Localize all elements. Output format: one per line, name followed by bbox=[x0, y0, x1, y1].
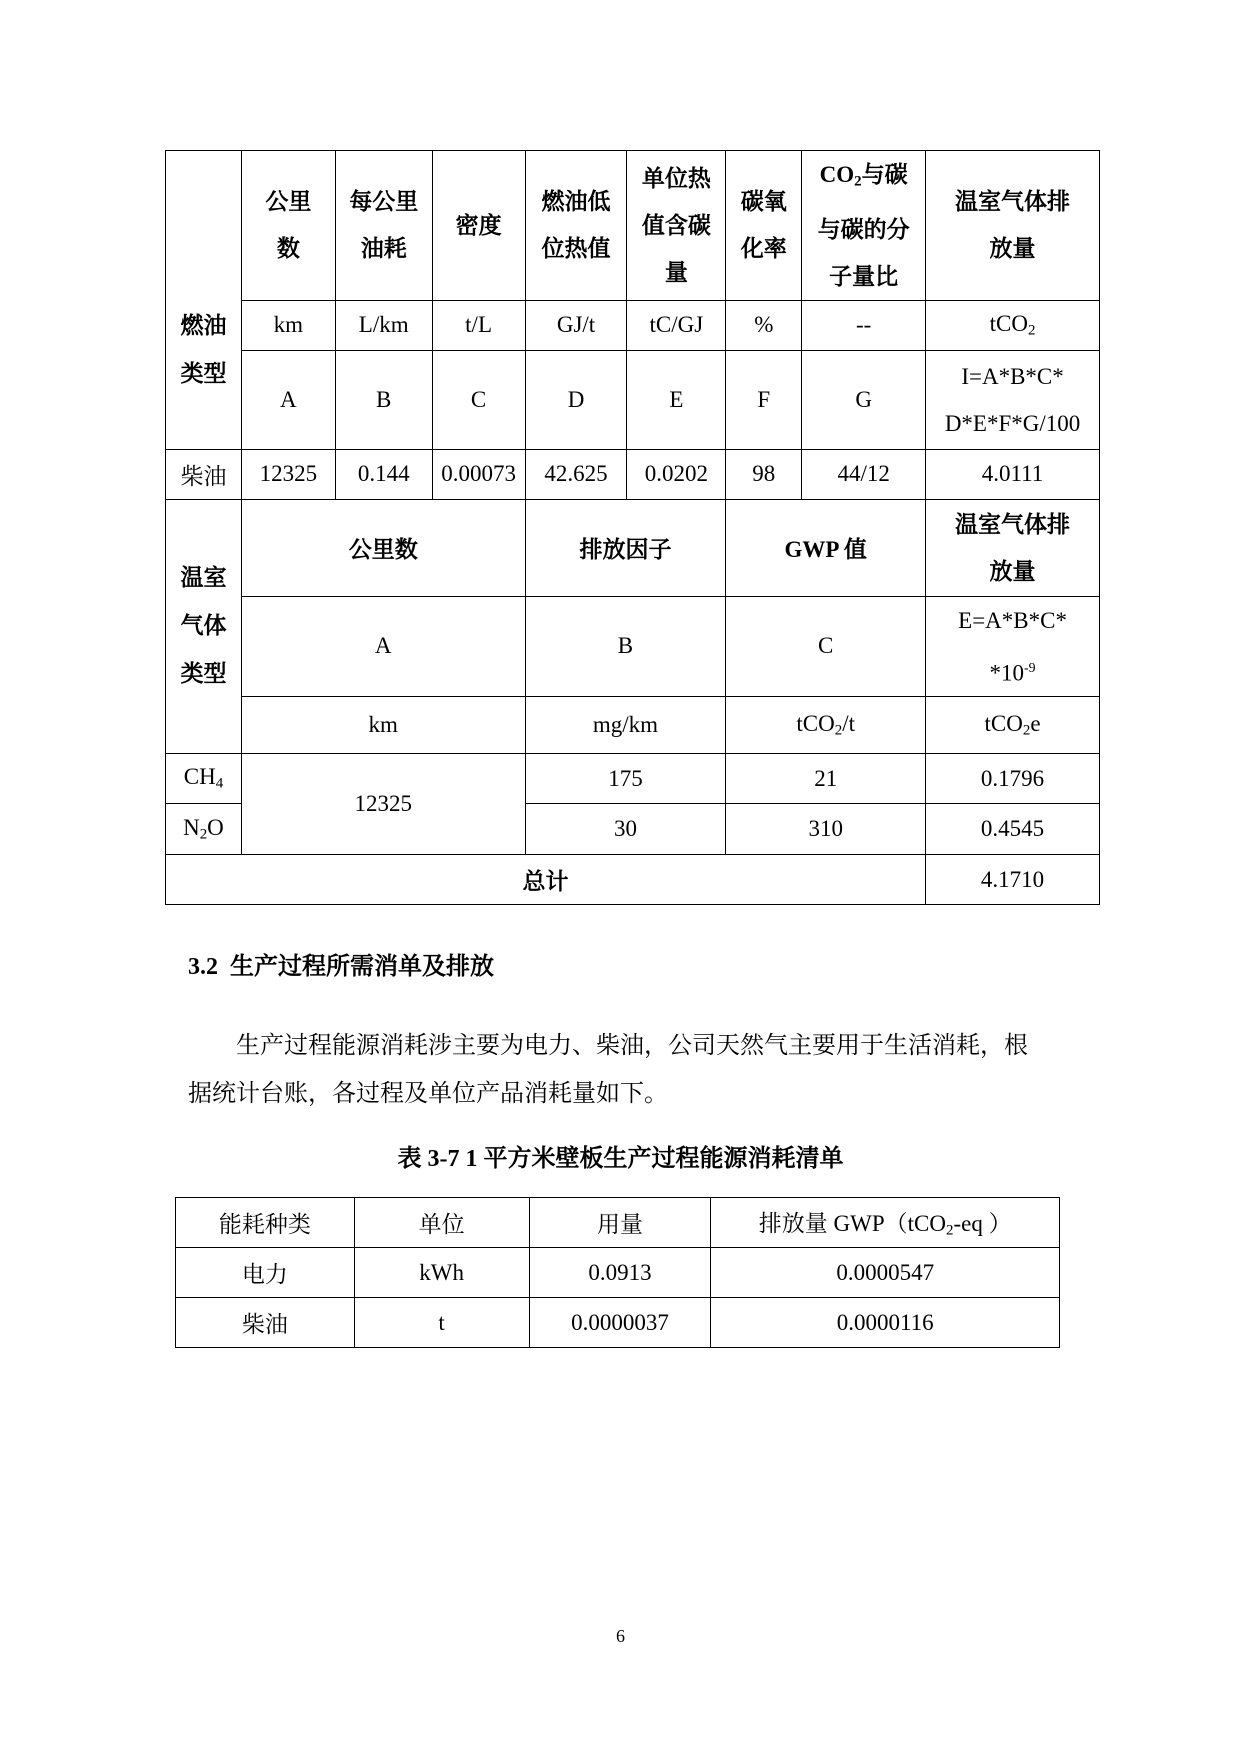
fuel-type-header: 燃油类型 bbox=[166, 151, 242, 450]
formula-cell: I=A*B*C* D*E*F*G/100 bbox=[926, 350, 1100, 449]
data-cell: 0.0000547 bbox=[711, 1248, 1060, 1298]
code-cell: D bbox=[525, 350, 627, 449]
page-number: 6 bbox=[616, 1626, 625, 1646]
table-row-label: $CH_4$ bbox=[166, 754, 242, 804]
gas-type-header: 温室气体类型 bbox=[166, 499, 242, 753]
code-cell: E bbox=[627, 350, 726, 449]
data-cell: 12325 bbox=[241, 754, 525, 855]
data-cell: 0.1796 bbox=[926, 754, 1100, 804]
table-row-label: 电力 bbox=[176, 1248, 355, 1298]
table-row-label: 柴油 bbox=[176, 1298, 355, 1348]
data-cell: 0.144 bbox=[335, 449, 432, 499]
unit-cell: GJ/t bbox=[525, 300, 627, 350]
data-cell: 4.0111 bbox=[926, 449, 1100, 499]
unit-cell: t/L bbox=[432, 300, 525, 350]
gas-header-emission: 温室气体排放量 bbox=[926, 499, 1100, 596]
data-cell: 12325 bbox=[241, 449, 335, 499]
col-header-amount: 用量 bbox=[529, 1198, 711, 1248]
gas-unit-cell: tCO$_2$e bbox=[926, 697, 1100, 754]
col-header-density: 密度 bbox=[432, 151, 525, 301]
gas-unit-cell: km bbox=[241, 697, 525, 754]
data-cell: 0.0913 bbox=[529, 1248, 711, 1298]
table-row-label: $N_2O$ bbox=[166, 804, 242, 855]
data-cell: 42.625 bbox=[525, 449, 627, 499]
gas-header-emission-factor: 排放因子 bbox=[525, 499, 726, 596]
gas-unit-cell: tCO$_2$/t bbox=[726, 697, 926, 754]
code-cell: A bbox=[241, 350, 335, 449]
data-cell: 0.0202 bbox=[627, 449, 726, 499]
code-cell: G bbox=[802, 350, 926, 449]
code-cell: F bbox=[726, 350, 802, 449]
gas-code-cell: C bbox=[726, 596, 926, 696]
data-cell: 175 bbox=[525, 754, 726, 804]
data-cell: 30 bbox=[525, 804, 726, 855]
data-cell: 0.0000037 bbox=[529, 1298, 711, 1348]
gas-code-cell: B bbox=[525, 596, 726, 696]
data-cell: 0.4545 bbox=[926, 804, 1100, 855]
data-cell: 310 bbox=[726, 804, 926, 855]
paragraph-line-2: 据统计台账，各过程及单位产品消耗量如下。 bbox=[188, 1081, 668, 1107]
unit-cell: -- bbox=[802, 300, 926, 350]
data-cell: kWh bbox=[354, 1248, 529, 1298]
col-header-molecular-ratio: $CO_2$与碳 与碳的分子量比 bbox=[802, 151, 926, 301]
unit-cell: tCO$_2$ bbox=[926, 300, 1100, 350]
gas-header-gwp: GWP 值 bbox=[726, 499, 926, 596]
gas-header-distance: 公里数 bbox=[241, 499, 525, 596]
fuel-emission-table bbox=[165, 150, 1100, 905]
col-header-energy-type: 能耗种类 bbox=[176, 1198, 355, 1248]
table-row-label: 柴油 bbox=[166, 449, 242, 499]
code-cell: C bbox=[432, 350, 525, 449]
code-cell: B bbox=[335, 350, 432, 449]
total-label: 总计 bbox=[166, 855, 926, 905]
col-header-distance: 公里数 bbox=[241, 151, 335, 301]
data-cell: 0.00073 bbox=[432, 449, 525, 499]
data-cell: 21 bbox=[726, 754, 926, 804]
col-header-oxidation-rate: 碳氧化率 bbox=[726, 151, 802, 301]
col-header-ghg-emission: 温室气体排放量 bbox=[926, 151, 1100, 301]
unit-cell: % bbox=[726, 300, 802, 350]
gas-unit-cell: mg/km bbox=[525, 697, 726, 754]
data-cell: 98 bbox=[726, 449, 802, 499]
data-cell: t bbox=[354, 1298, 529, 1348]
unit-cell: tC/GJ bbox=[627, 300, 726, 350]
total-value: 4.1710 bbox=[926, 855, 1100, 905]
col-header-carbon-content: 单位热值含碳量 bbox=[627, 151, 726, 301]
gas-formula-cell: E=A*B*C* $*10^{-9}$ bbox=[926, 596, 1100, 696]
col-header-gwp-emission: 排放量 GWP（tCO$_2$-eq ） bbox=[711, 1198, 1060, 1248]
data-cell: 44/12 bbox=[802, 449, 926, 499]
gas-code-cell: A bbox=[241, 596, 525, 696]
col-header-fuel-per-km: 每公里油耗 bbox=[335, 151, 432, 301]
energy-consumption-table bbox=[175, 1197, 1060, 1348]
unit-cell: km bbox=[241, 300, 335, 350]
paragraph-line-1: 生产过程能源消耗涉主要为电力、柴油，公司天然气主要用于生活消耗，根 bbox=[236, 1033, 1028, 1059]
table-caption: 表 3-7 1 平方米壁板生产过程能源消耗清单 bbox=[397, 1146, 844, 1172]
col-header-unit: 单位 bbox=[354, 1198, 529, 1248]
section-heading: 3.2 生产过程所需消单及排放 bbox=[188, 954, 494, 980]
unit-cell: L/km bbox=[335, 300, 432, 350]
data-cell: 0.0000116 bbox=[711, 1298, 1060, 1348]
col-header-heat-value: 燃油低位热值 bbox=[525, 151, 627, 301]
